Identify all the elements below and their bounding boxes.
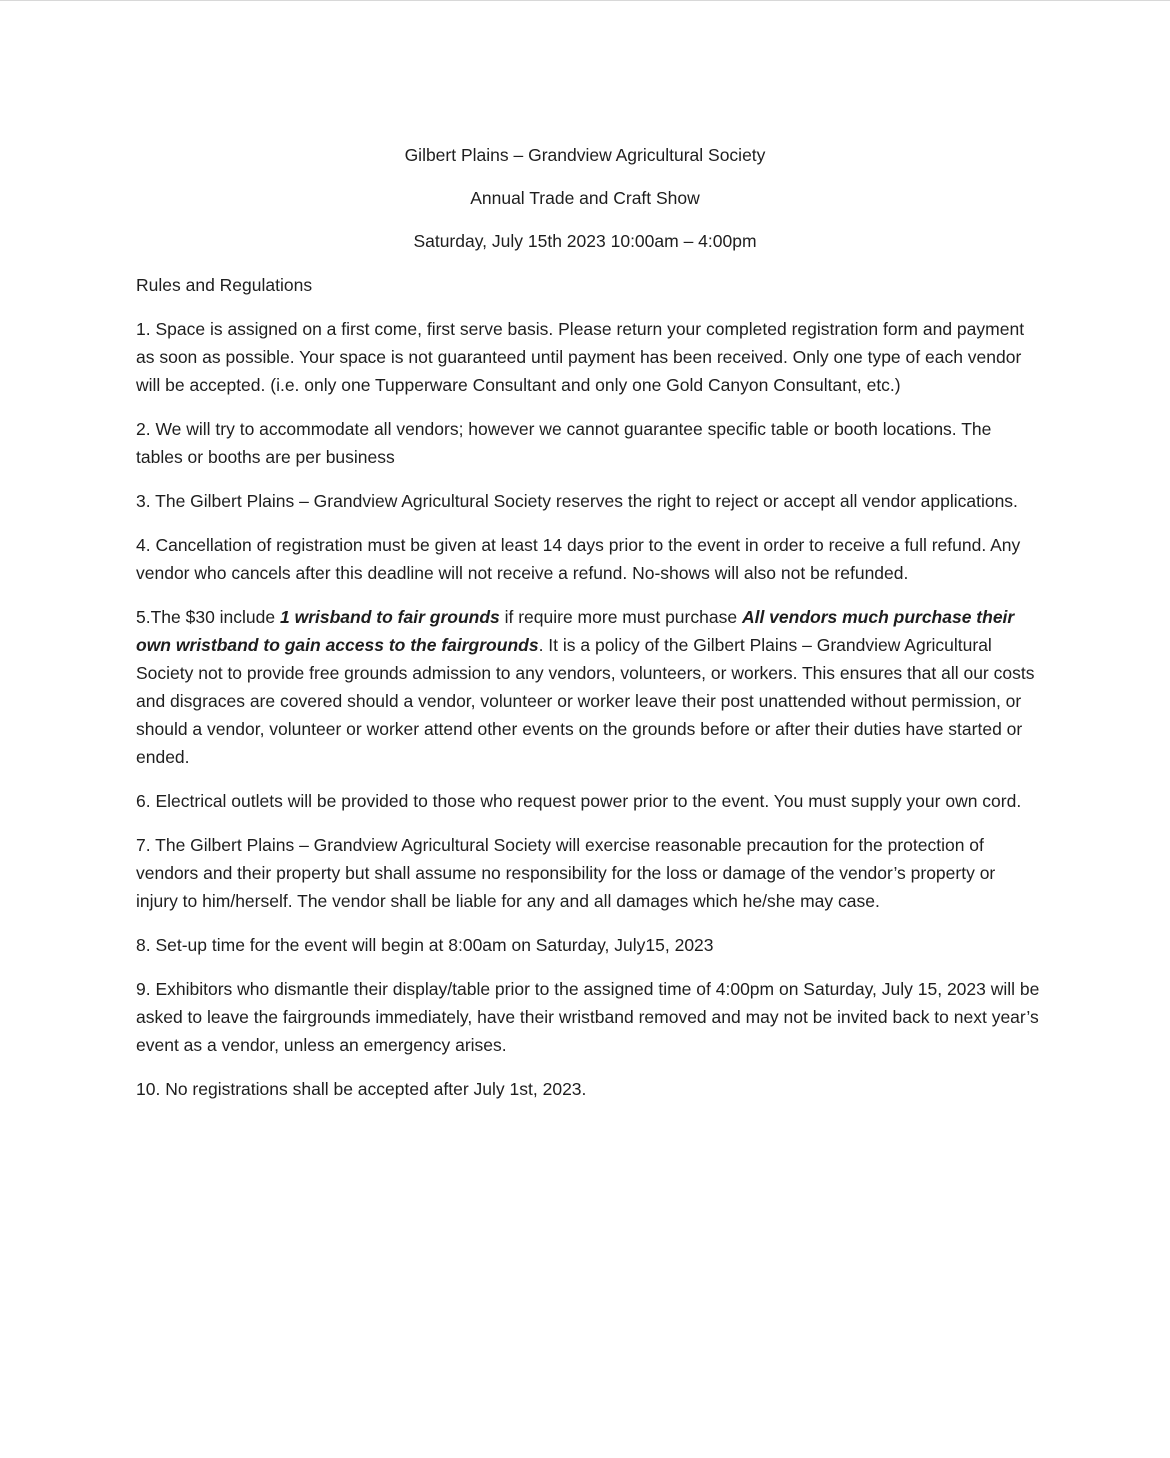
rule-2: 2. We will try to accommodate all vendors; however we cannot guarantee specific table or booth locations. The tables or booths are per business xyxy=(136,419,992,467)
rule-3: 3. The Gilbert Plains – Grandview Agricultural Society reserves the right to reject or accept all vendor applications. xyxy=(136,491,1018,511)
rule-5-text-end: . It is a policy of the Gilbert Plains – Grandview Agricultural Society not to provide free grounds admission to any vendors, volunteers, or workers. This ensures that all our costs and disgraces are covered should a vendor, volunteer or worker leave their post unattended without permission, or should a vendor, volunteer or worker attend other events on the grounds before or after their duties have started or ended. xyxy=(136,635,1035,767)
event-title: Annual Trade and Craft Show xyxy=(470,188,700,208)
event-date: Saturday, July 15th 2023 10:00am – 4:00pm xyxy=(413,231,757,251)
rule-9: 9. Exhibitors who dismantle their display/table prior to the assigned time of 4:00pm on Saturday, July 15, 2023 will be asked to leave the fairgrounds immediately, have their wristband removed and may not be invited back to next year’s event as a vendor, unless an emergency arises. xyxy=(136,979,1040,1055)
rule-10: 10. No registrations shall be accepted after July 1st, 2023. xyxy=(136,1079,587,1099)
rule-8: 8. Set-up time for the event will begin at 8:00am on Saturday, July15, 2023 xyxy=(136,935,714,955)
rule-7: 7. The Gilbert Plains – Grandview Agricultural Society will exercise reasonable precaution for the protection of vendors and their property but shall assume no responsibility for the loss or damage of the vendor’s property or injury to him/herself. The vendor shall be liable for any and all damages which he/she may case. xyxy=(136,835,996,911)
rule-4: 4. Cancellation of registration must be given at least 14 days prior to the event in order to receive a full refund. Any vendor who cancels after this deadline will not receive a refund. No-shows will also not be refunded. xyxy=(136,535,1021,583)
rule-5-emphasis-wristband: 1 wrisband to fair grounds xyxy=(280,607,500,627)
rule-5 xyxy=(136,603,1041,771)
document-header xyxy=(0,142,1170,271)
section-title: Rules and Regulations xyxy=(136,275,313,295)
rule-6: 6. Electrical outlets will be provided to those who request power prior to the event. You must supply your own cord. xyxy=(136,791,1022,811)
document-body xyxy=(136,271,1041,1119)
rule-5-text-middle: if require more must purchase xyxy=(499,607,742,627)
rule-5-emphasis-purchase: All vendors much purchase their own wristband to gain access to the fairgrounds xyxy=(136,607,1015,655)
rule-5-text-start: 5.The $30 include xyxy=(136,607,280,627)
organization-title: Gilbert Plains – Grandview Agricultural Society xyxy=(404,145,766,165)
rule-1: 1. Space is assigned on a first come, first serve basis. Please return your completed registration form and payment as soon as possible. Your space is not guaranteed until payment has been received. Only one type of each vendor will be accepted. (i.e. only one Tupperware Consultant and only one Gold Canyon Consultant, etc.) xyxy=(136,319,1025,395)
